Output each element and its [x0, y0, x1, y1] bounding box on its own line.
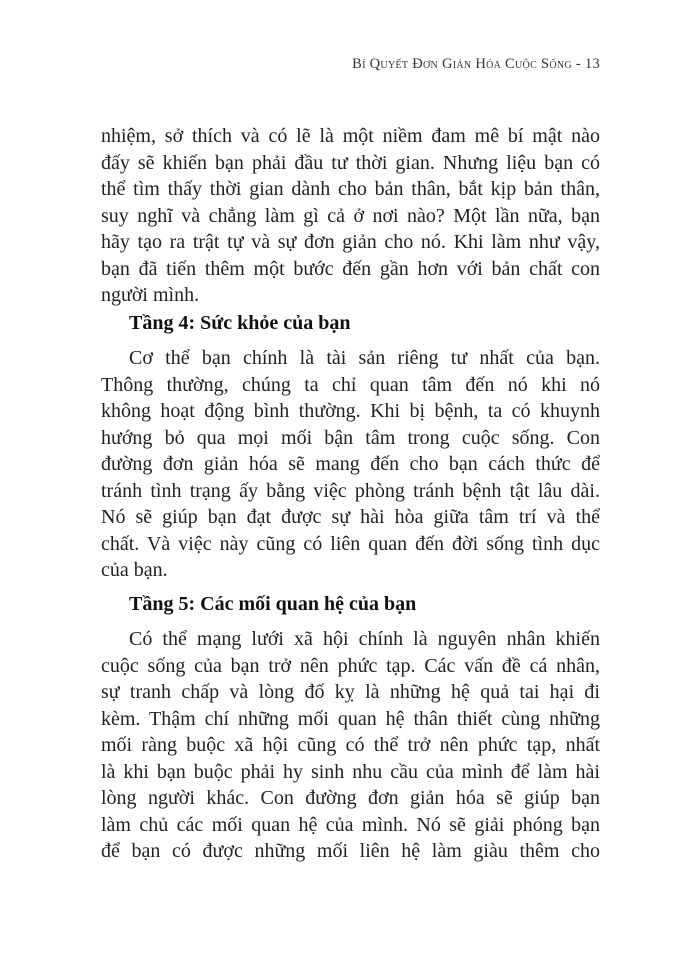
text-line: tránh tình trạng ấy bằng việc phòng tránh bệnh tật lâu dài. [101, 479, 600, 502]
text-line: thể tìm thấy thời gian dành cho bản thân, bắt kịp bản thân, [101, 178, 600, 200]
text-line: Có thể mạng lưới xã hội chính là nguyên nhân khiến [129, 628, 600, 650]
page-number: 13 [584, 56, 600, 72]
paragraph-1 [101, 123, 600, 309]
text-line: để bạn có được những mối liên hệ làm giàu thêm cho [101, 840, 600, 862]
text-line: lòng người khác. Con đường đơn giản hóa sẽ giúp bạn [101, 787, 600, 809]
text-line: của bạn. [101, 559, 168, 581]
text-line: cuộc sống của bạn trở nên phức tạp. Các vấn đề cá nhân, [101, 654, 600, 677]
text-line: chất. Và việc này cũng có liên quan đến đời sống tình dục [101, 532, 600, 555]
text-line: đường đơn giản hóa sẽ mang đến cho bạn cách thức để [101, 453, 600, 475]
text-line: Cơ thể bạn chính là tài sản riêng tư nhất của bạn. [129, 347, 600, 369]
text-line: đấy sẽ khiến bạn phải đầu tư thời gian. Nhưng liệu bạn có [101, 151, 600, 174]
text-line: bạn đã tiến thêm một bước đến gần hơn với bản chất con [101, 257, 600, 280]
text-line: Nó sẽ giúp bạn đạt được sự hài hòa giữa tâm trí và thể [101, 506, 600, 528]
paragraph-2 [101, 345, 600, 584]
section-heading-4: Tầng 4: Sức khỏe của bạn [129, 312, 351, 334]
text-line: không hoạt động bình thường. Khi bị bệnh, ta có khuynh [101, 400, 600, 422]
text-line: người mình. [101, 284, 200, 306]
text-line: sự tranh chấp và lòng đố kỵ là những hệ quả tai hại đi [101, 681, 600, 703]
text-line: làm chủ các mối quan hệ của mình. Nó sẽ giải phóng bạn [101, 813, 600, 836]
header-separator: - [571, 56, 585, 72]
text-line: Thông thường, chúng ta chỉ quan tâm đến nó khi nó [101, 373, 600, 396]
running-header [352, 56, 600, 73]
text-line: nhiệm, sở thích và có lẽ là một niềm đam mê bí mật nào [101, 125, 600, 147]
text-line: hãy tạo ra trật tự và sự đơn giản cho nó. Khi làm như vậy, [101, 231, 600, 253]
text-line: hướng bỏ qua mọi mối bận tâm trong cuộc sống. Con [101, 426, 600, 449]
text-line: suy nghĩ và chẳng làm gì cả ở nơi nào? Một lần nữa, bạn [101, 204, 600, 227]
section-heading-5: Tầng 5: Các mối quan hệ của bạn [129, 593, 417, 615]
text-line: mối ràng buộc xã hội cũng có thể trở nên phức tạp, nhất [101, 734, 600, 756]
text-line: là khi bạn buộc phải hy sinh nhu cầu của mình để làm hài [101, 760, 600, 783]
running-title: Bí Quyết Đơn Giản Hóa Cuộc Sống [352, 56, 572, 72]
paragraph-3 [101, 626, 600, 865]
text-line: kèm. Thậm chí những mối quan hệ thân thiết cùng những [101, 707, 600, 730]
